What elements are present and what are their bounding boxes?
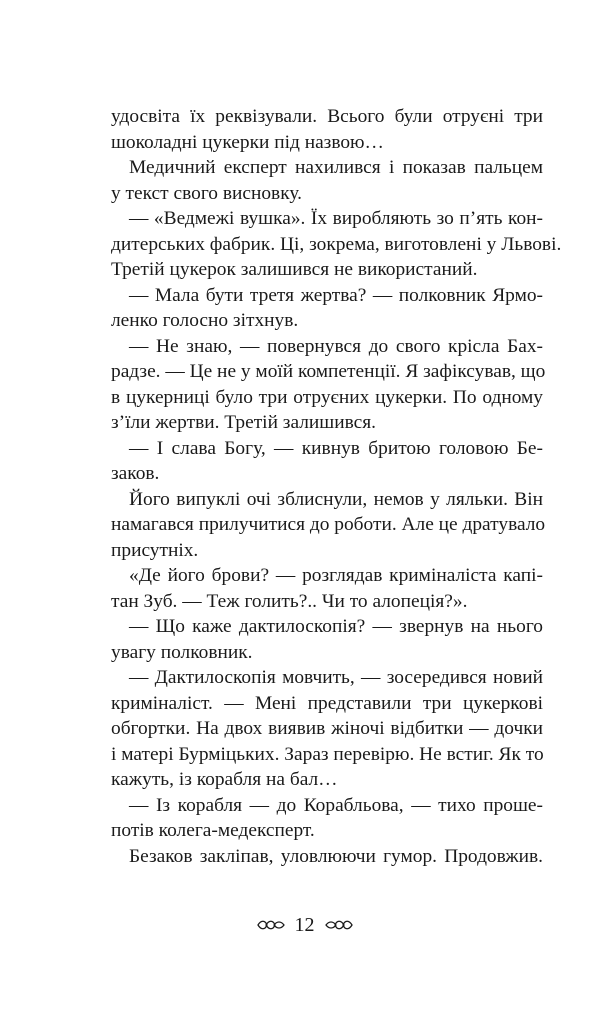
- text-line: «Де його брови? — розглядав криміналіста капі-: [129, 565, 543, 586]
- page-number: 12: [294, 914, 315, 936]
- text-line: і матері Бурміцьких. Зараз перевірю. Не встиг. Як то: [111, 743, 544, 765]
- page-footer: [0, 910, 609, 940]
- ornament-left-icon: [256, 919, 286, 931]
- body-text: [111, 104, 562, 869]
- text-line: у текст свого висновку.: [111, 182, 302, 204]
- text-line: увагу полковник.: [111, 641, 253, 663]
- text-line: тан Зуб. — Теж голить?.. Чи то алопеція?».: [111, 590, 468, 612]
- text-line: — «Ведмежі вушка». Їх виробляють зо п’ять кон-: [129, 208, 543, 229]
- text-line: — Що каже дактилоскопія? — звернув на нього: [129, 616, 543, 637]
- text-line: кажуть, із корабля на бал…: [111, 769, 338, 790]
- text-line: потів колега-медексперт.: [111, 820, 315, 841]
- text-line: — І слава Богу, — кивнув бритою головою Бе-: [129, 437, 543, 459]
- text-line: обгортки. На двох виявив жіночі відбитки — дочки: [111, 718, 543, 739]
- text-line: Безаков закліпав, уловлюючи гумор. Продовжив.: [129, 845, 543, 867]
- text-line: — Не знаю, — повернувся до свого крісла Бах-: [129, 335, 543, 357]
- text-line: шоколадні цукерки під назвою…: [111, 131, 384, 153]
- text-line: криміналіст. — Мені представили три цукеркові: [111, 692, 543, 714]
- text-line: ленко голосно зітхнув.: [111, 310, 299, 331]
- text-line: — Мала бути третя жертва? — полковник Ярмо-: [129, 284, 543, 306]
- text-line: Медичний експерт нахилився і показав пальцем: [129, 157, 543, 178]
- text-line: — Із корабля — до Корабльова, — тихо проше-: [129, 794, 543, 816]
- text-line: намагався прилучитися до роботи. Але це дратувало: [111, 514, 546, 535]
- text-line: дитерських фабрик. Ці, зокрема, виготовлені у Львові.: [111, 233, 562, 255]
- text-line: Його випуклі очі зблиснули, немов у ляльки. Він: [129, 488, 543, 510]
- text-line: Третій цукерок залишився не використаний.: [111, 259, 478, 280]
- text-line: радзе. — Це не у моїй компетенції. Я зафіксував, що: [111, 361, 546, 382]
- ornament-right-icon: [324, 919, 354, 931]
- text-line: заков.: [111, 463, 160, 484]
- text-line: з’їли жертви. Третій залишився.: [111, 412, 377, 433]
- text-line: — Дактилоскопія мовчить, — зосередився новий: [129, 667, 543, 688]
- text-line: в цукерниці було три отруєних цукерки. По одному: [111, 386, 543, 408]
- text-line: удосвіта їх реквізували. Всього були отруєні три: [111, 106, 543, 127]
- text-line: присутніх.: [111, 539, 199, 561]
